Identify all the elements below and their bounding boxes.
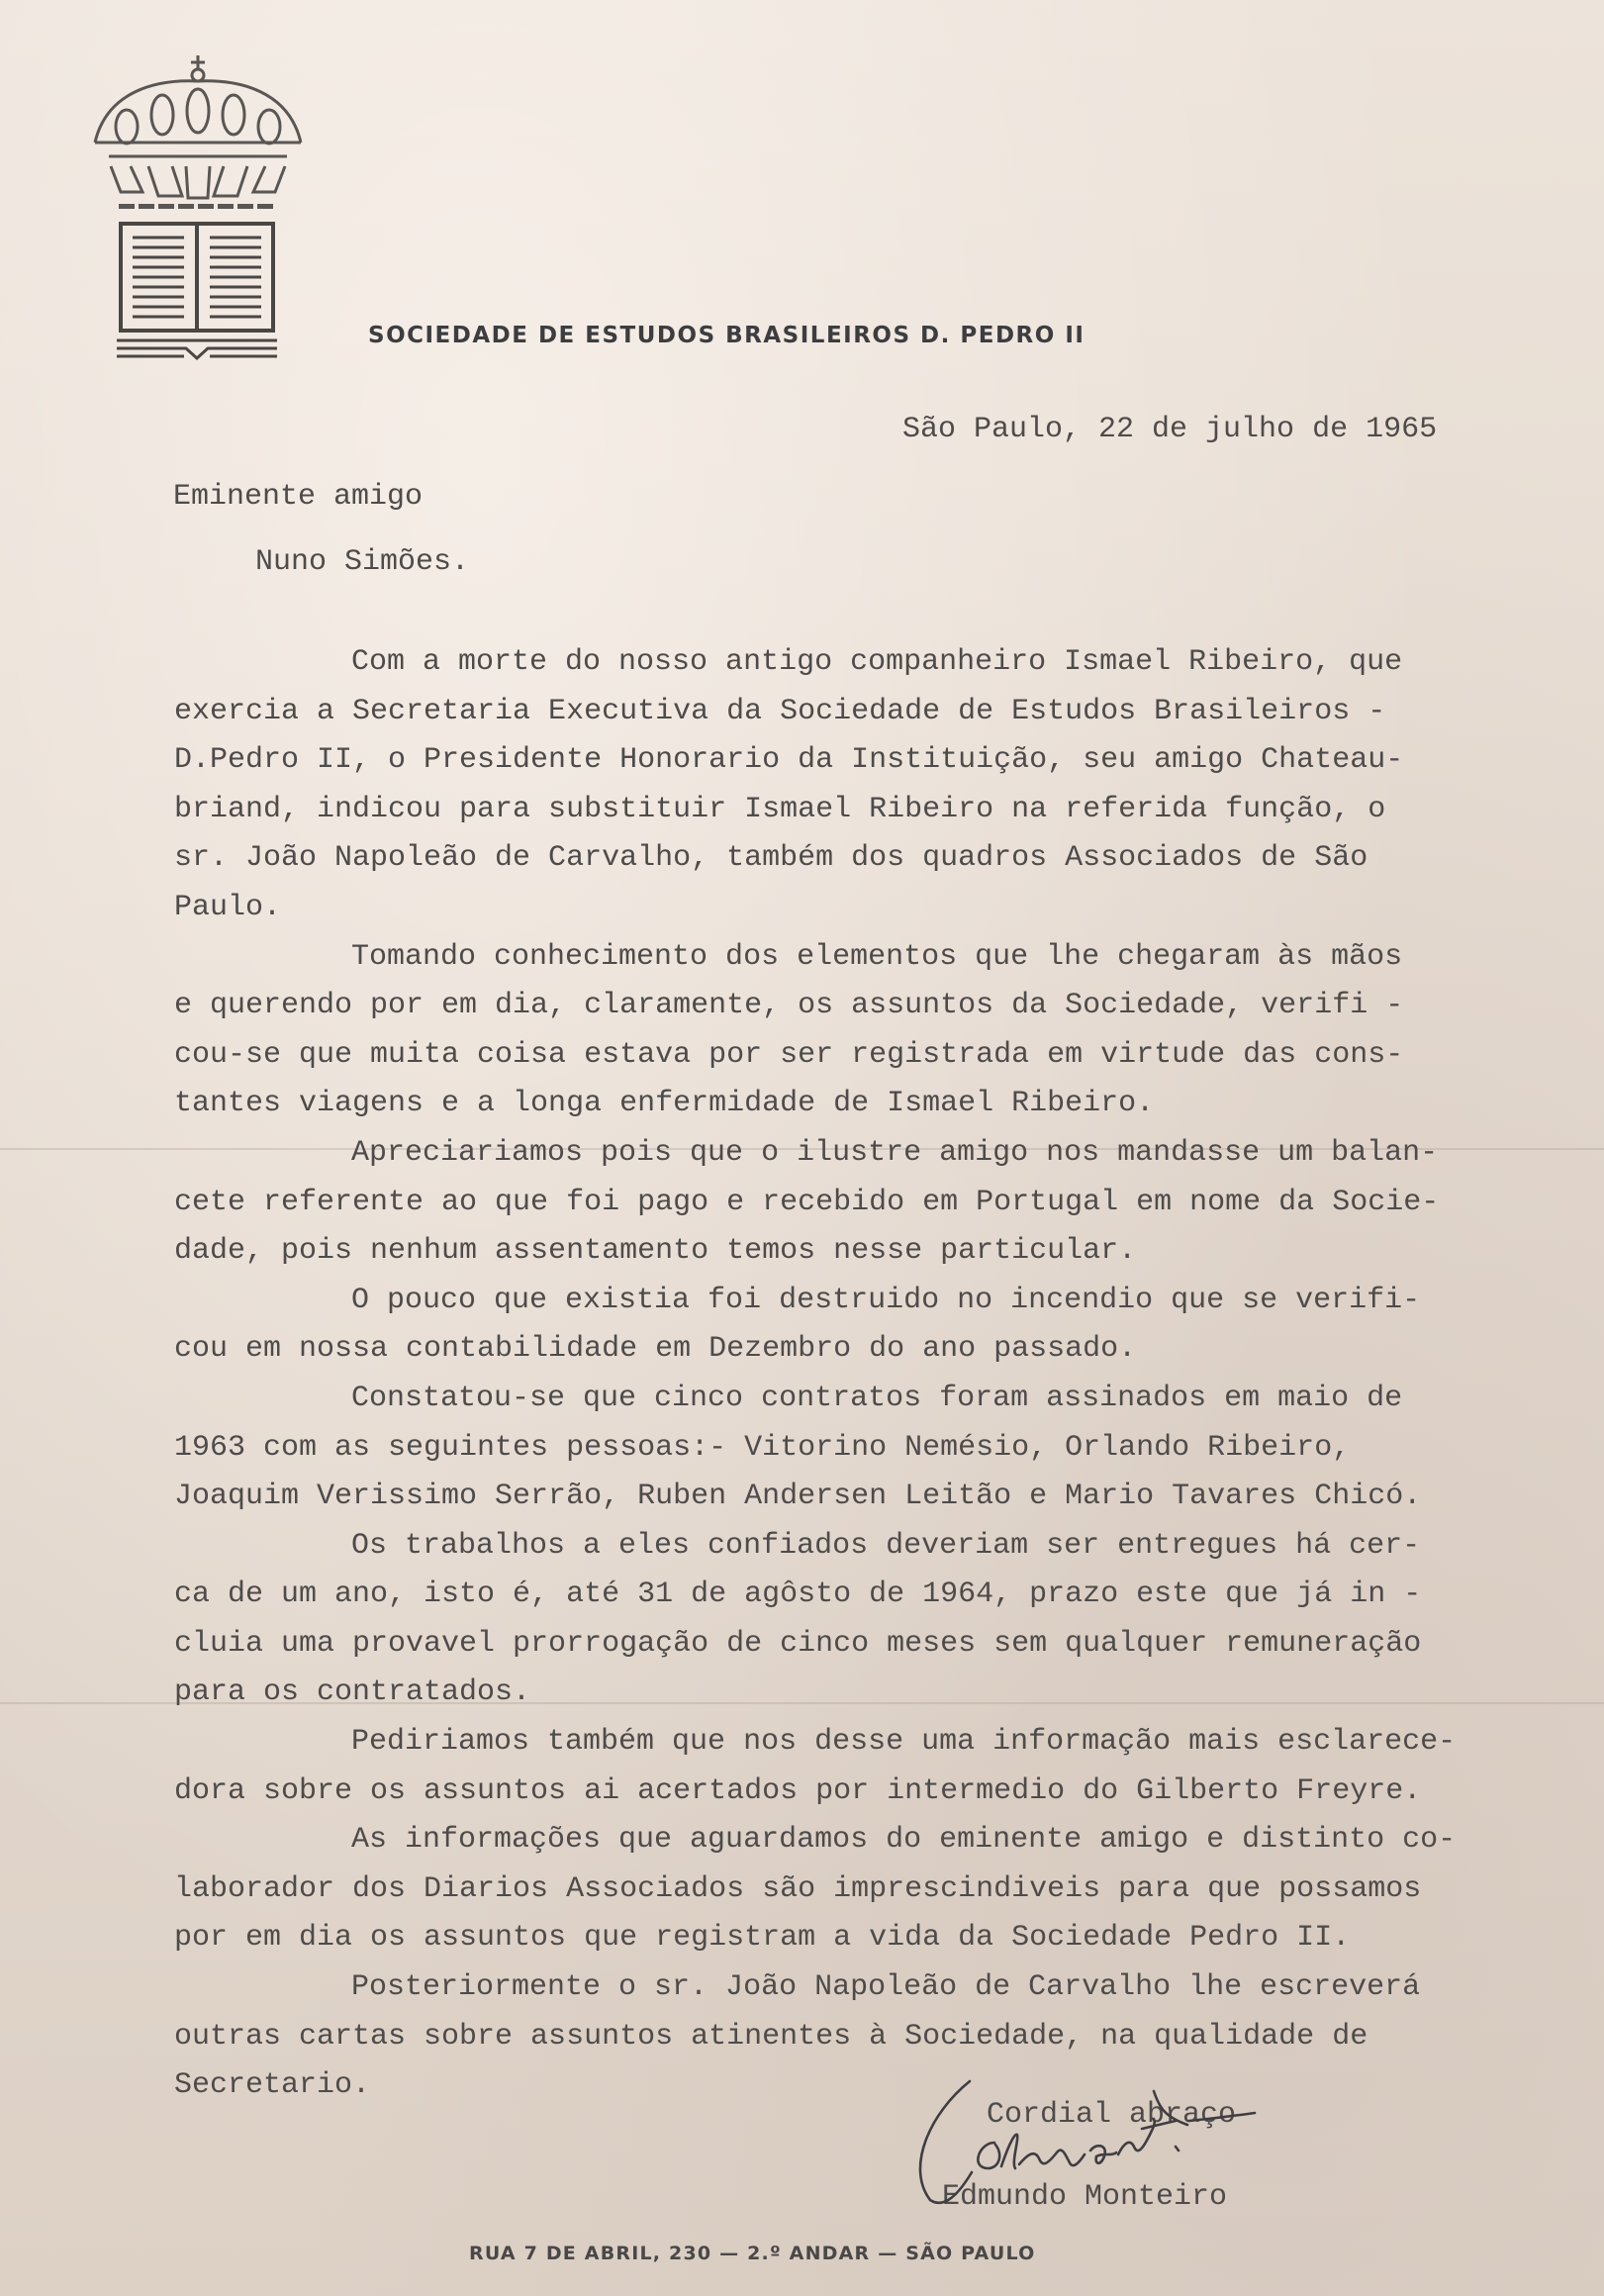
crown-book-logo-icon xyxy=(87,51,310,366)
paragraph xyxy=(174,638,1569,933)
body-line: sr. João Napoleão de Carvalho, também dos quadros Associados de São xyxy=(174,841,1368,876)
body-line: Secretario. xyxy=(174,2068,371,2103)
body-line: cluia uma provavel prorrogação de cinco meses sem qualquer remuneração xyxy=(174,1626,1422,1661)
paragraph xyxy=(174,1963,1569,2111)
paragraph xyxy=(174,1718,1569,1816)
body-line: cete referente ao que foi pago e recebido em Portugal em nome da Socie- xyxy=(174,1185,1440,1219)
body-line: cou em nossa contabilidade em Dezembro do ano passado. xyxy=(174,1332,1137,1367)
closing-line: Cordial abraço xyxy=(987,2098,1237,2132)
body-line: ca de um ano, isto é, até 31 de agôsto de 1964, prazo este que já in - xyxy=(174,1578,1422,1612)
body-line: O pouco que existia foi destruido no incendio que se verifi- xyxy=(351,1283,1421,1317)
body-line: Constatou-se que cinco contratos foram assinados em maio de xyxy=(351,1381,1403,1415)
body-line: Apreciariamos pois que o ilustre amigo nos mandasse um balan- xyxy=(351,1135,1439,1170)
body-line: dade, pois nenhum assentamento temos nesse particular. xyxy=(174,1234,1137,1269)
letter-date: São Paulo, 22 de julho de 1965 xyxy=(902,413,1438,446)
body-line: outras cartas sobre assuntos atinentes à Sociedade, na qualidade de xyxy=(174,2019,1368,2054)
paragraph xyxy=(174,1816,1569,1963)
body-line: Com a morte do nosso antigo companheiro Ismael Ribeiro, que xyxy=(351,645,1403,679)
body-line: exercia a Secretaria Executiva da Sociedade de Estudos Brasileiros - xyxy=(174,694,1386,728)
letterhead-organization: SOCIEDADE DE ESTUDOS BRASILEIROS D. PEDRO II xyxy=(368,323,1085,348)
handwritten-signature-icon xyxy=(900,2073,1316,2212)
recipient-name: Nuno Simões. xyxy=(255,545,470,579)
body-line: As informações que aguardamos do eminente amigo e distinto co- xyxy=(351,1823,1457,1858)
salutation: Eminente amigo xyxy=(173,480,424,514)
paragraph xyxy=(174,933,1569,1129)
body-line: por em dia os assuntos que registram a vida da Sociedade Pedro II. xyxy=(174,1921,1351,1956)
paragraph xyxy=(174,1522,1569,1718)
body-line: 1963 com as seguintes pessoas:- Vitorino Nemésio, Orlando Ribeiro, xyxy=(174,1430,1351,1465)
body-line: cou-se que muita coisa estava por ser registrada em virtude das cons- xyxy=(174,1037,1404,1072)
body-line: D.Pedro II, o Presidente Honorario da Instituição, seu amigo Chateau- xyxy=(174,743,1404,778)
body-line: Pediriamos também que nos desse uma informação mais esclarece- xyxy=(351,1725,1457,1760)
body-line: Joaquim Verissimo Serrão, Ruben Andersen Leitão e Mario Tavares Chicó. xyxy=(174,1480,1422,1514)
body-line: Posteriormente o sr. João Napoleão de Carvalho lhe escreverá xyxy=(351,1970,1421,2005)
body-line: tantes viagens e a longa enfermidade de Ismael Ribeiro. xyxy=(174,1087,1155,1121)
body-line: briand, indicou para substituir Ismael Ribeiro na referida função, o xyxy=(174,792,1386,826)
body-line: dora sobre os assuntos ai acertados por intermedio do Gilberto Freyre. xyxy=(174,1773,1422,1808)
body-line: laborador dos Diarios Associados são imprescindiveis para que possamos xyxy=(174,1871,1422,1906)
body-line: Paulo. xyxy=(174,890,282,924)
paragraph xyxy=(174,1375,1569,1522)
body-line: Tomando conhecimento dos elementos que lhe chegaram às mãos xyxy=(351,939,1403,974)
body-line: para os contratados. xyxy=(174,1675,531,1710)
letter-body xyxy=(174,638,1569,2111)
body-line: Os trabalhos a eles confiados deveriam ser entregues há cer- xyxy=(351,1528,1421,1563)
paragraph xyxy=(174,1277,1569,1375)
body-line: e querendo por em dia, claramente, os assuntos da Sociedade, verifi - xyxy=(174,989,1404,1023)
paragraph xyxy=(174,1129,1569,1277)
footer-address: RUA 7 DE ABRIL, 230 — 2.º ANDAR — SÃO PAULO xyxy=(469,2243,1036,2264)
signer-name: Edmundo Monteiro xyxy=(942,2180,1228,2214)
